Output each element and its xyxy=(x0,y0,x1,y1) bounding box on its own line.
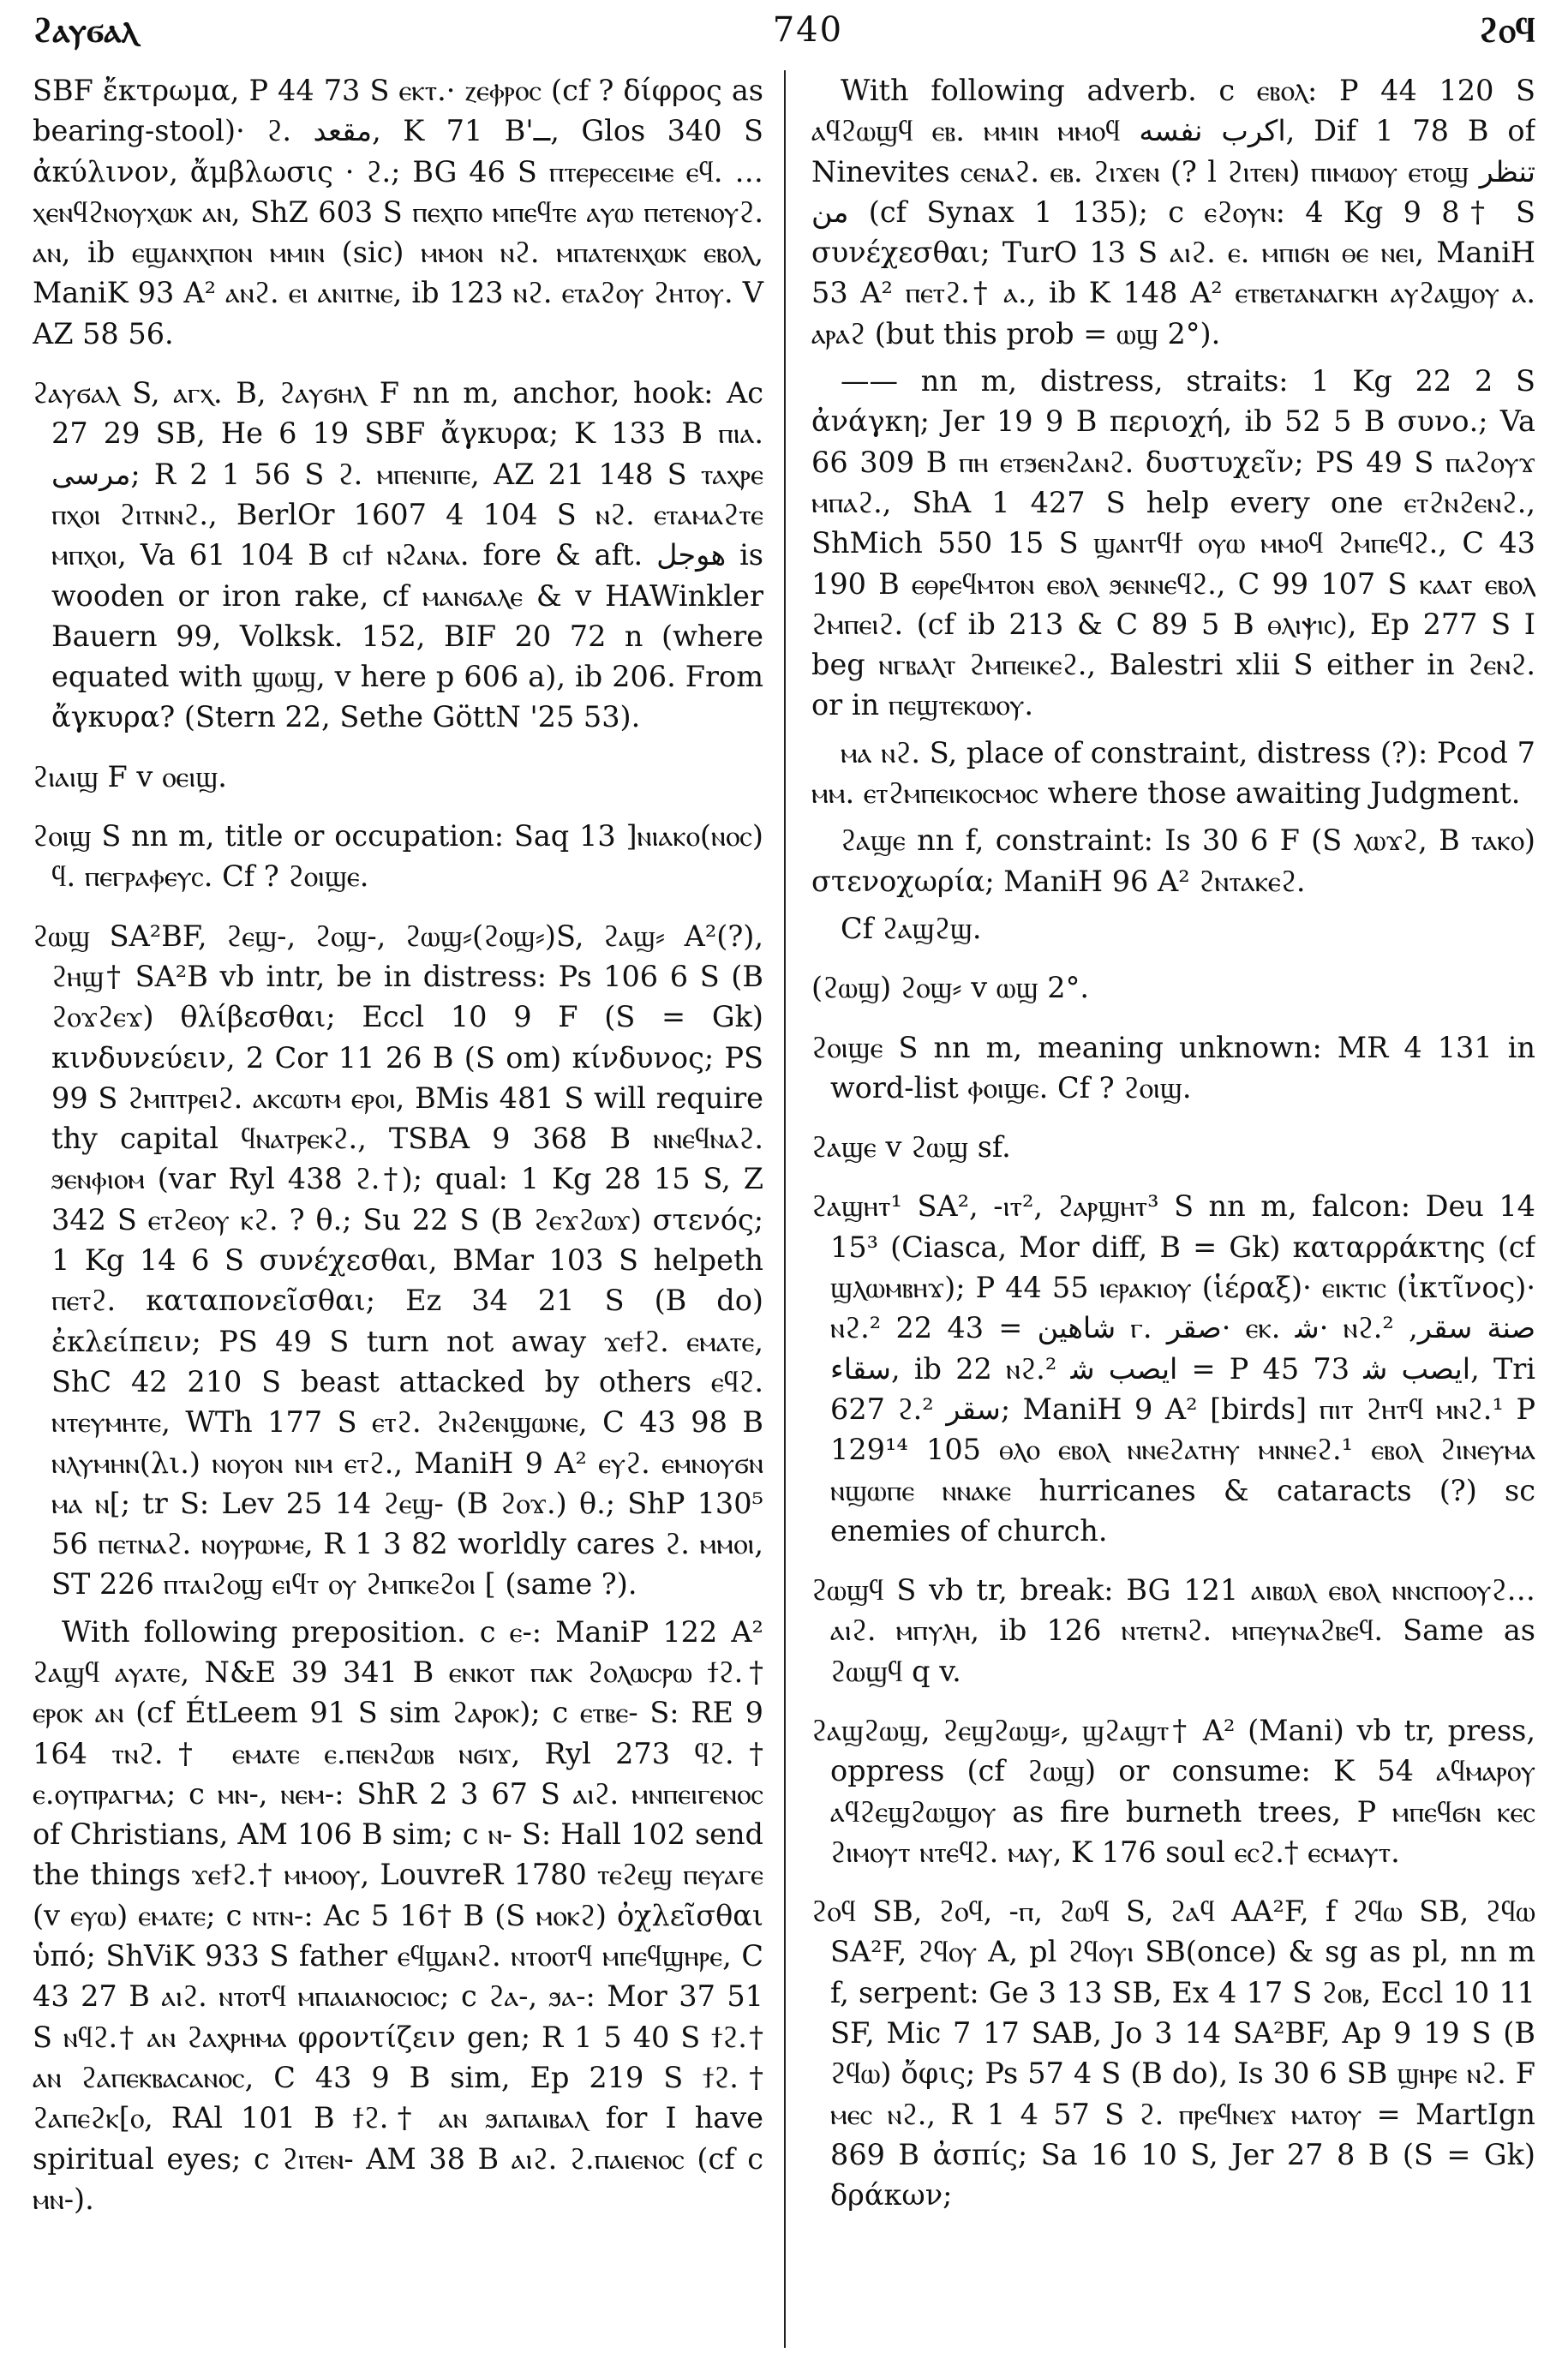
entry-ma-nh: ⲙⲁ ⲛϩ. S, place of constraint, distress (?): Pcod 7 ⲙⲙ. ⲉⲧϩⲙⲡⲉⲓⲕⲟⲥⲙⲟⲥ where those awaiting Judgment. xyxy=(811,735,1535,811)
entry-hoishe: ϩⲟⲓϣⲉ S nn m, meaning unknown: MR 4 131 in word-list ⲫⲟⲓϣⲉ. Cf ? ϩⲟⲓϣ. xyxy=(811,1030,1535,1105)
entry-hashe-ref: ϩⲁϣⲉ v ϩⲱϣ sf. xyxy=(811,1130,1011,1165)
entry-hiaish: ϩⲓⲁⲓϣ F v ⲟⲉⲓϣ. xyxy=(33,759,227,793)
entry-hosh-adverbs: With following adverb. c ⲉⲃⲟⲗ: P 44 120 S ⲁϥϩⲱϣϥ ⲉⲃ. ⲙⲙⲓⲛ ⲙⲙⲟϥ ﺍﻛﺮﺏ ﻧﻔﺴﻪ, Dif 1 78 B of Ninevites ⲥⲉⲛⲁϩ. ⲉⲃ. ϩⲓϫⲉⲛ (? l ϩⲓⲧⲉⲛ) ⲡⲓⲙⲱⲟⲩ ⲉⲧⲟϣ ﺗﻨﻈﺮ ﻣﻦ (cf Synax 1 135); c ⲉϩⲟⲩⲛ: 4 Kg 9 8† S συνέχεσθαι; TurO 13 S ⲁⲓϩ. ⲉ. ⲙⲡⲓϭⲛ ⲑⲉ ⲛⲉⲓ, ManiH 53 A² ⲡⲉⲧϩ.† ⲁ., ib K 148 A² ⲉⲧⲃⲉⲧⲁⲛⲁⲅⲕⲏ ⲁⲩϩⲁϣⲟⲩ ⲁ. ⲁⲣⲁϩ (but this prob = ⲱϣ 2°). xyxy=(811,74,1535,350)
right-running-headword: ϩⲟϥ xyxy=(1478,10,1535,51)
text-columns xyxy=(33,70,1535,2348)
entry-cf-hashhsh: Cf ϩⲁϣϩϣ. xyxy=(841,911,982,945)
entry-hoish: ϩⲟⲓϣ S nn m, title or occupation: Saq 13 ]ⲛⲓⲁⲕⲟ(ⲛⲟⲥ) ϥ. ⲡⲉⲅⲣⲁⲫⲉⲩⲥ. Cf ? ϩⲟⲓϣⲉ. xyxy=(33,819,763,894)
entry-hosh-noun: —— nn m, distress, straits: 1 Kg 22 2 S ἀνάγκη; Jer 19 9 B περιοχή, ib 52 5 B συνο.; Va 66 309 B ⲡⲏ ⲉⲧϧⲉⲛϩⲁⲛϩ. δυστυχεῖν; PS 49 S ⲡⲁϩⲟⲩϫ ⲙⲡⲁϩ., ShA 1 427 S help every one ⲉⲧϩⲛϩⲉⲛϩ., ShMich 550 15 S ϣⲁⲛⲧϥϯ ⲟⲩⲱ ⲙⲙⲟϥ ϩⲙⲡⲉϥϩ., C 43 190 B ⲉⲑⲣⲉϥⲙⲧⲟⲛ ⲉⲃⲟⲗ ϧⲉⲛⲛⲉϥϩ., C 99 107 S ⲕⲁⲁⲧ ⲉⲃⲟⲗ ϩⲙⲡⲉⲓϩ. (cf ib 213 & C 89 5 B ⲑⲗⲓⲯⲓⲥ), Ep 277 S I beg ⲛⲅⲃⲁⲗⲧ ϩⲙⲡⲉⲓⲕⲉϩ., Balestri xlii S either in ϩⲉⲛϩ. or in ⲡⲉϣⲧⲉⲕⲱⲟⲩ. xyxy=(811,364,1535,722)
entry-hof-serpent: ϩⲟϥ SB, ϩⲟϥ, -ⲡ, ϩⲱϥ S, ϩⲁϥ AA²F, f ϩϥⲱ SB, ϩϥⲱ SA²F, ϩϥⲟⲩ A, pl ϩϥⲟⲩⲓ SB(once) & sg as pl, nn m f, serpent: Ge 3 13 SB, Ex 4 17 S ϩⲟⲃ, Eccl 10 11 SF, Mic 7 17 SAB, Jo 3 14 SA²BF, Ap 9 19 S (B ϩϥⲱ) ὄφις; Ps 57 4 S (B do), Is 30 6 SB ϣⲏⲣⲉ ⲛϩ. F ⲙⲉⲥ ⲛϩ., R 1 4 57 S ϩ. ⲡⲣⲉϥⲛⲉϫ ⲙⲁⲧⲟⲩ = MartIgn 869 B ἀσπίς; Sa 16 10 S, Jer 27 8 B (S = Gk) δράκων; xyxy=(811,1895,1535,2212)
entry-hosh: ϩⲱϣ SA²BF, ϩⲉϣ-, ϩⲟϣ-, ϩⲱϣ⸗(ϩⲟϣ⸗)S, ϩⲁϣ⸗ A²(?), ϩⲏϣ† SA²B vb intr, be in distress: Ps 106 6 S (B ϩⲟϫϩⲉϫ) θλίβεσθαι; Eccl 10 9 F (S = Gk) κινδυνεύειν, 2 Cor 11 26 B (S om) κίνδυνος; PS 99 S ϩⲙⲡⲧⲣⲉⲓϩ. ⲁⲕⲥⲱⲧⲙ ⲉⲣⲟⲓ, BMis 481 S will require thy capital ϥⲛⲁⲧⲣⲉⲕϩ., TSBA 9 368 B ⲛⲛⲉϥⲛⲁϩ. ϧⲉⲛⲫⲓⲟⲙ (var Ryl 438 ϩ.†); qual: 1 Kg 28 15 S, Z 342 S ⲉⲧϩⲉⲟⲩ ⲕϩ. ? θ.; Su 22 S (B ϩⲉϫϩⲱϫ) στενός; 1 Kg 14 6 S συνέχεσθαι, BMar 103 S helpeth ⲡⲉⲧϩ. καταπονεῖσθαι; Ez 34 21 S (B do) ἐκλείπειν; PS 49 S turn not away ϫⲉϯϩ. ⲉⲙⲁⲧⲉ, ShC 42 210 S beast attacked by others ⲉϥϩ. ⲛⲧⲉⲩⲙⲏⲧⲉ, WTh 177 S ⲉⲧϩ. ϩⲛϩⲉⲛϣⲱⲛⲉ, C 43 98 B ⲛⲗⲩⲙⲏⲛ(λι.) ⲛⲟⲩⲟⲛ ⲛⲓⲙ ⲉⲧϩ., ManiH 9 A² ⲉⲩϩ. ⲉⲙⲛⲟⲩϭⲛ ⲙⲁ ⲛ[; tr S: Lev 25 14 ϩⲉϣ- (B ϩⲟϫ.) θ.; ShP 130⁵ 56 ⲡⲉⲧⲛⲁϩ. ⲛⲟⲩⲣⲱⲙⲉ, R 1 3 82 worldly cares ϩ. ⲙⲙⲟⲓ, ST 226 ⲡⲧⲁⲓϩⲟϣ ⲉⲓϥⲧ ⲟⲩ ϩⲙⲡⲕⲉϩⲟⲓ [ (same ?). xyxy=(33,919,763,1602)
entry-continuation: SBF ἔκτρωμα, P 44 73 S ⲉⲕⲧ.· ⲍⲉⲫⲣⲟⲥ (cf ? δίφρος as bearing-stool)· ϩ. ﻣﻘﻌﺪ, K 71 B'ــ, Glos 340 S ἀκύλινον, ἄμβλωσις · ϩ.; BG 46 S ⲡⲧⲉⲣⲉⲥⲉⲓⲙⲉ ⲉϥ. … ⲭⲉⲛϥϩⲛⲟⲩⲭⲱⲕ ⲁⲛ, ShZ 603 S ⲡⲉⲭⲡⲟ ⲙⲡⲉϥⲧⲉ ⲁⲩⲱ ⲡⲉⲧⲉⲛⲟⲩϩ. ⲁⲛ, ib ⲉϣⲁⲛⲭⲡⲟⲛ ⲙⲙⲓⲛ (sic) ⲙⲙⲟⲛ ⲛϩ. ⲙⲡⲁⲧⲉⲛⲭⲱⲕ ⲉⲃⲟⲗ, ManiK 93 A² ⲁⲛϩ. ⲉⲓ ⲁⲛⲓⲧⲛⲉ, ib 123 ⲛϩ. ⲉⲧⲁϩⲟⲩ ϩⲏⲧⲟⲩ. V AZ 58 56. xyxy=(33,74,763,350)
entry-hashhosh: ϩⲁϣϩⲱϣ, ϩⲉϣϩⲱϣ⸗, ϣϩⲁϣⲧ† A² (Mani) vb tr, press, oppress (cf ϩⲱϣ) or consume: K 54 ⲁϥⲙⲁⲣⲟⲩ ⲁϥϩⲉϣϩⲱϣⲟⲩ as fire burneth trees, P ⲙⲡⲉϥϭⲛ ⲕⲉⲥ ϩⲓⲙⲟⲩⲧ ⲛⲧⲉϥϩ. ⲙⲁⲩ, K 176 soul ⲉⲥϩ.† ⲉⲥⲙⲁⲩⲧ. xyxy=(811,1713,1535,1869)
left-running-headword: ϩⲁⲩϭⲁⲗ xyxy=(33,10,138,51)
entry-hosh-prepositions: With following preposition. c ⲉ-: ManiP 122 A² ϩⲁϣϥ ⲁⲩⲁⲧⲉ, N&E 39 341 B ⲉⲛⲕⲟⲧ ⲡⲁⲕ ϩⲟⲗⲱⲥⲣⲱ ϯϩ.† ⲉⲣⲟⲕ ⲁⲛ (cf ÉtLeem 91 S sim ϩⲁⲣⲟⲕ); c ⲉⲧⲃⲉ- S: RE 9 164 ⲧⲛϩ.† ⲉⲙⲁⲧⲉ ⲉ.ⲡⲉⲛϩⲱⲃ ⲛϭⲓϫ, Ryl 273 ϥϩ.† ⲉ.ⲟⲩⲡⲣⲁⲅⲙⲁ; c ⲙⲛ-, ⲛⲉⲙ-: ShR 2 3 67 S ⲁⲓϩ. ⲙⲛⲡⲉⲓⲅⲉⲛⲟⲥ of Christians, AM 106 B sim; c ⲛ- S: Hall 102 send the things ϫⲉϯϩ.† ⲙⲙⲟⲟⲩ, LouvreR 1780 ⲧⲉϩⲉϣ ⲡⲉⲩⲁⲅⲉ (v ⲉⲩⲱ) ⲉⲙⲁⲧⲉ; c ⲛⲧⲛ-: Ac 5 16† B (S ⲙⲟⲕϩ) ὀχλεῖσθαι ὑπό; ShViK 933 S father ⲉϥϣⲁⲛϩ. ⲛⲧⲟⲟⲧϥ ⲙⲡⲉϥϣⲏⲣⲉ, C 43 27 B ⲁⲓϩ. ⲛⲧⲟⲧϥ ⲙⲡⲁⲓⲁⲛⲟⲥⲓⲟⲥ; c ϩⲁ-, ϧⲁ-: Mor 37 51 S ⲛϥϩ.† ⲁⲛ ϩⲁⲭⲣⲏⲙⲁ φροντίζειν gen; R 1 5 40 S ϯϩ.† ⲁⲛ ϩⲁⲡⲉⲕⲃⲁⲥⲁⲛⲟⲥ, C 43 9 B sim, Ep 219 S ϯϩ.† ϩⲁⲡⲉϩⲕ[ⲟ, RAl 101 B ϯϩ.† ⲁⲛ ϧⲁⲡⲁⲓⲃⲁⲗ for I have spiritual eyes; c ϩⲓⲧⲉⲛ- AM 38 B ⲁⲓϩ. ϩ.ⲡⲁⲓⲉⲛⲟⲥ (cf c ⲙⲛ-). xyxy=(33,1614,763,2216)
running-head xyxy=(33,10,1535,70)
entry-hashet-falcon: ϩⲁϣⲏⲧ¹ SA², -ⲓⲧ², ϩⲁⲣϣⲏⲧ³ S nn m, falcon: Deu 14 15³ (Ciasca, Mor diff, B = Gk) καταρράκτης (cf ϣⲗⲱⲙⲃⲏϫ); P 44 55 ⲓⲉⲣⲁⲕⲓⲟⲩ (ἱέραξ)· ⲉⲓⲕⲧⲓⲥ (ἰκτῖνος)· ⲛϩ.² ﺷﺎﻫﻴﻦ = 43 22 ⲅ. ﺻﻘﺮ· ⲉⲕ. ﺷ· ⲛϩ.² ﺻﻨﺔ ﺳﻘﺮ, ﺳﻘﺎﺀ, ib 22 ⲛϩ.² ﺍﻳﺼﺐ ﺷ = P 45 73 ﺍﻳﺼﺐ ﺷ, Tri 627 ϩ.² ﺳﻘﺮ; ManiH 9 A² [birds] ⲡⲓⲧ ϩⲏⲧϥ ⲙⲛϩ.¹ P 129¹⁴ 105 ⲑⲗⲟ ⲉⲃⲟⲗ ⲛⲛⲉϩⲁⲧⲏⲩ ⲙⲛⲛⲉϩ.¹ ⲉⲃⲟⲗ ϩⲓⲛⲉⲩⲙⲁ ⲛϣⲱⲡⲉ ⲛⲛⲁⲕⲉ hurricanes & cataracts (?) sc enemies of church. xyxy=(811,1189,1535,1548)
page-number: 740 xyxy=(772,10,844,50)
entry-hoshf-break: ϩⲱϣϥ S vb tr, break: BG 121 ⲁⲓⲃⲱⲗ ⲉⲃⲟⲗ ⲛⲛⲥⲡⲟⲟⲩϩ…ⲁⲓϩ. ⲙⲡⲩⲗⲏ, ib 126 ⲛⲧⲉⲧⲛϩ. ⲙⲡⲉⲩⲛⲁϩⲃⲉϥ. Same as ϩⲱϣϥ q v. xyxy=(811,1573,1535,1688)
entry-hauchal: ϩⲁⲩϭⲁⲗ S, ⲁⲅⲭ. B, ϩⲁⲩϭⲏⲗ F nn m, anchor, hook: Ac 27 29 SB, He 6 19 SBF ἄγκυρα; K 133 B ⲡⲓⲁ. ﻣﺮﺳﻰ; R 2 1 56 S ϩ. ⲙⲡⲉⲛⲓⲡⲉ, AZ 21 148 S ⲧⲁⲭⲣⲉ ⲡⲭⲟⲓ ϩⲓⲧⲛⲛϩ., BerlOr 1607 4 104 S ⲛϩ. ⲉⲧⲁⲙⲁϩⲧⲉ ⲙⲡⲭⲟⲓ, Va 61 104 B ⲥⲓϯ ⲛϩⲁⲛⲁ. fore & aft. ﻫﻮﺟﻞ is wooden or iron rake, cf ⲙⲁⲛϭⲁⲗⲉ & v HAWinkler Bauern 99, Volksk. 152, BIF 20 72 n (where equated with ϣⲱϣ, v here p 606 a), ib 206. From ἄγκυρα? (Stern 22, Sethe GöttN '25 53). xyxy=(33,376,763,734)
left-column xyxy=(33,70,784,2348)
entry-hosh-2: (ϩⲱϣ) ϩⲟϣ⸗ v ⲱϣ 2°. xyxy=(811,971,1090,1005)
right-column xyxy=(784,70,1535,2348)
entry-hashe-constraint: ϩⲁϣⲉ nn f, constraint: Is 30 6 F (S ⲗⲱϫϩ, B ⲧⲁⲕⲟ) στενοχωρία; ManiH 96 A² ϩⲛⲧⲁⲕⲉϩ. xyxy=(811,823,1535,898)
